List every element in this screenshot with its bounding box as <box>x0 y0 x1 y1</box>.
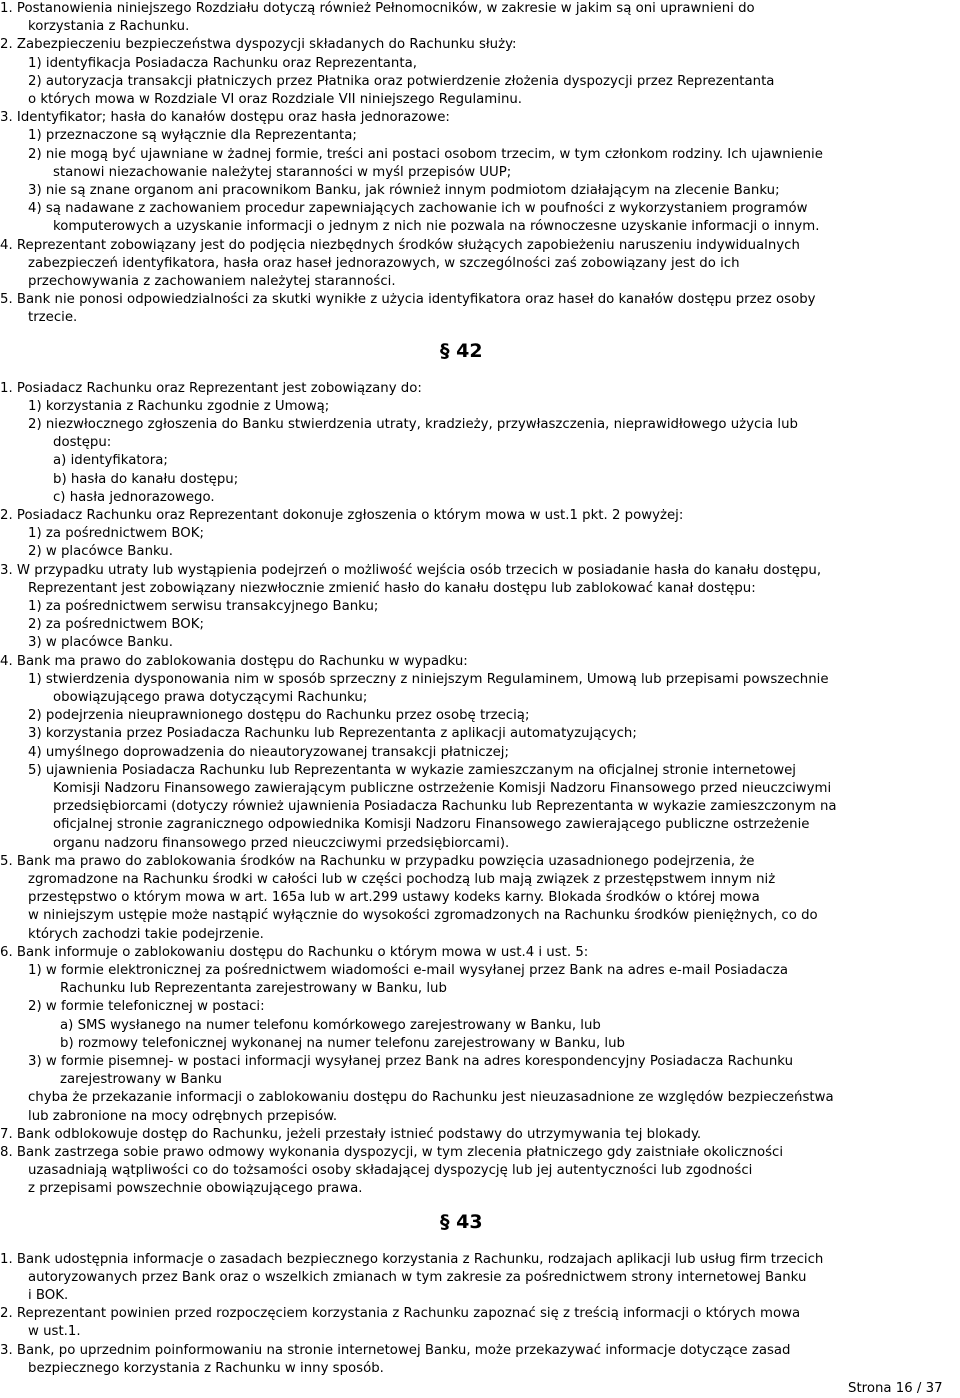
text-line: a) identyfikatora; <box>53 453 168 469</box>
text-line: Reprezentant jest zobowiązany niezwłocznie zmienić hasło do kanału dostępu lub zablokować kanał dostępu: <box>28 580 756 596</box>
text-line: komputerowych a uzyskanie informacji o jednym z nich nie pozwala na równoczesne uzyskanie informacji o innym. <box>53 219 820 235</box>
text-line: 2. Zabezpieczeniu bezpieczeństwa dyspozycji składanych do Rachunku służy: <box>0 37 517 53</box>
text-line: 2) za pośrednictwem BOK; <box>28 617 204 633</box>
text-line: 1) stwierdzenia dysponowania nim w sposób sprzeczny z niniejszym Regulaminem, Umową lub przepisami powszechnie <box>28 671 829 687</box>
text-line: Komisji Nadzoru Finansowego zawierającym publiczne ostrzeżenie Komisji Nadzoru Finansowego przed nieuczciwymi <box>53 781 832 796</box>
text-line: 2) w formie telefonicznej w postaci: <box>28 999 265 1015</box>
text-line: uzasadniają wątpliwości co do tożsamości osoby składającej dyspozycję lub jej autentyczności lub zgodności <box>28 1163 753 1179</box>
text-line: oficjalnej stronie zagranicznego odpowiednika Komisji Nadzoru Finansowego zawierającego publiczne ostrzeżenie <box>53 817 810 833</box>
text-line: 3. W przypadku utraty lub wystąpienia podejrzeń o możliwość wejścia osób trzecich w posiadanie hasła do kanału dostępu, <box>0 562 822 578</box>
text-line: 1) przeznaczone są wyłącznie dla Reprezentanta; <box>28 128 357 144</box>
text-line: 2. Reprezentant powinien przed rozpoczęciem korzystania z Rachunku zapoznać się z treścią informacji o których mowa <box>0 1306 801 1322</box>
text-line: 3. Identyfikator; hasła do kanałów dostępu oraz hasła jednorazowe: <box>0 110 450 126</box>
text-line: zarejestrowany w Banku <box>60 1072 222 1088</box>
text-line: z przepisami powszechnie obowiązującego prawa. <box>28 1181 363 1197</box>
text-line: 1) korzystania z Rachunku zgodnie z Umową; <box>28 398 330 414</box>
text-line: 2) podejrzenia nieuprawnionego dostępu do Rachunku przez osobę trzecią; <box>28 708 530 724</box>
text-line: chyba że przekazanie informacji o zablokowaniu dostępu do Rachunku jest nieuzasadnione ze względów bezpieczeństwa <box>28 1090 834 1106</box>
text-line: 1) za pośrednictwem BOK; <box>28 526 204 542</box>
text-line: przedsiębiorcami (dotyczy również ujawnienia Posiadacza Rachunku lub Reprezentanta w wykazie zamieszczonym na <box>53 799 837 815</box>
text-line: których zachodzi takie podejrzenie. <box>28 926 264 942</box>
text-line: 2) autoryzacja transakcji płatniczych przez Płatnika oraz potwierdzenie złożenia dyspozycji przez Reprezentanta <box>28 73 775 89</box>
text-line: 5. Bank nie ponosi odpowiedzialności za skutki wynikłe z użycia identyfikatora oraz haseł do kanałów dostępu przez osoby <box>0 292 816 308</box>
text-line: bezpiecznego korzystania z Rachunku w inny sposób. <box>28 1360 384 1376</box>
text-line: 8. Bank zastrzega sobie prawo odmowy wykonania dyspozycji, w tym zlecenia płatniczego gdy zaistniałe okoliczności <box>0 1145 784 1160</box>
text-line: 3) w formie pisemnej- w postaci informacji wysyłanej przez Bank na adres korespondencyjny Posiadacza Rachunku <box>28 1054 793 1069</box>
text-line: trzecie. <box>28 310 78 326</box>
text-line: 2) niezwłocznego zgłoszenia do Banku stwierdzenia utraty, kradzieży, przywłaszczenia, nieprawidłowego użycia lub <box>28 417 798 432</box>
text-line: autoryzowanych przez Bank oraz o wszelkich zmianach w tym zakresie za pośrednictwem strony internetowej Banku <box>28 1269 807 1285</box>
text-line: b) hasła do kanału dostępu; <box>53 471 239 487</box>
text-line: korzystania z Rachunku. <box>28 19 190 35</box>
text-line: 4) umyślnego doprowadzenia do nieautoryzowanej transakcji płatniczej; <box>28 744 509 760</box>
text-line: 3. Bank, po uprzednim poinformowaniu na stronie internetowej Banku, może przekazywać informacje dotyczące zasad <box>0 1342 791 1358</box>
text-line: lub zabronione na mocy odrębnych przepisów. <box>28 1108 338 1124</box>
text-line: zgromadzone na Rachunku środki w całości lub w części pochodzą lub mają związek z przestępstwem innym niż <box>28 872 776 887</box>
text-line: przestępstwo o którym mowa w art. 165a lub w art.299 ustawy kodeks karny. Blokada środków o której mowa <box>28 890 760 906</box>
text-line: 3) korzystania przez Posiadacza Rachunku lub Reprezentanta z aplikacji automatyzujących; <box>28 726 637 742</box>
text-line: dostępu: <box>53 435 112 451</box>
text-line: 1) identyfikacja Posiadacza Rachunku oraz Reprezentanta, <box>28 55 417 71</box>
text-line: 4) są nadawane z zachowaniem procedur zapewniających zachowanie ich w poufności z wykorzystaniem programów <box>28 201 808 217</box>
text-line: Rachunku lub Reprezentanta zarejestrowany w Banku, lub <box>60 981 447 997</box>
text-line: 1. Posiadacz Rachunku oraz Reprezentant jest zobowiązany do: <box>0 380 422 396</box>
text-line: a) SMS wysłanego na numer telefonu komórkowego zarejestrowany w Banku, lub <box>60 1017 601 1033</box>
text-line: 2) w placówce Banku. <box>28 544 173 560</box>
text-line: 4. Reprezentant zobowiązany jest do podjęcia niezbędnych środków służących zapobieżeniu naruszeniu indywidualnych <box>0 237 800 253</box>
text-line: stanowi niezachowanie należytej staranności w myśl przepisów UUP; <box>53 164 512 180</box>
text-line: 1) w formie elektronicznej za pośrednictwem wiadomości e-mail wysyłanej przez Bank na adres e-mail Posiadacza <box>28 963 789 978</box>
text-line: 2) nie mogą być ujawniane w żadnej formie, treści ani postaci osobom trzecim, w tym członkom rodziny. Ich ujawnienie <box>28 146 823 162</box>
text-line: o których mowa w Rozdziale VI oraz Rozdziale VII niniejszego Regulaminu. <box>28 92 523 107</box>
text-line: 5. Bank ma prawo do zablokowania środków na Rachunku w przypadku powzięcia uzasadnionego podejrzenia, że <box>0 853 755 869</box>
text-line: w niniejszym ustępie może nastąpić wyłącznie do wysokości zgromadzonych na Rachunku środków pieniężnych, co do <box>28 908 818 924</box>
text-line: 5) ujawnienia Posiadacza Rachunku lub Reprezentanta w wykazie zamieszczanym na oficjalnej stronie internetowej <box>28 762 796 778</box>
section-heading: § 43 <box>440 1210 483 1233</box>
text-line: 6. Bank informuje o zablokowaniu dostępu do Rachunku o którym mowa w ust.4 i ust. 5: <box>0 944 589 960</box>
text-line: 1. Bank udostępnia informacje o zasadach bezpiecznego korzystania z Rachunku, rodzajach aplikacji lub usług firm trzecich <box>0 1251 824 1267</box>
page-number: Strona 16 / 37 <box>848 1381 943 1396</box>
text-line: organu nadzoru finansowego przed nieuczciwymi przedsiębiorcami). <box>53 835 510 851</box>
text-line: obowiązującego prawa dotyczącymi Rachunku; <box>53 690 368 705</box>
text-line: 1. Postanowienia niniejszego Rozdziału dotyczą również Pełnomocników, w zakresie w jakim są oni uprawnieni do <box>0 1 755 16</box>
text-line: i BOK. <box>28 1288 69 1303</box>
text-line: 4. Bank ma prawo do zablokowania dostępu do Rachunku w wypadku: <box>0 653 468 669</box>
text-line: 1) za pośrednictwem serwisu transakcyjnego Banku; <box>28 599 379 614</box>
text-line: 3) nie są znane organom ani pracownikom Banku, jak również innym podmiotom działającym na zlecenie Banku; <box>28 183 780 198</box>
text-line: zabezpieczeń identyfikatora, hasła oraz haseł jednorazowych, w szczególności zaś zobowiązany jest do ich <box>28 255 740 271</box>
text-line: 7. Bank odblokowuje dostęp do Rachunku, jeżeli przestały istnieć podstawy do utrzymywania tej blokady. <box>0 1126 702 1142</box>
text-line: b) rozmowy telefonicznej wykonanej na numer telefonu zarejestrowany w Banku, lub <box>60 1035 625 1051</box>
text-line: przechowywania z zachowaniem należytej staranności. <box>28 274 396 289</box>
text-line: c) hasła jednorazowego. <box>53 489 215 505</box>
text-line: 3) w placówce Banku. <box>28 635 173 651</box>
text-line: 2. Posiadacz Rachunku oraz Reprezentant dokonuje zgłoszenia o którym mowa w ust.1 pkt. 2 powyżej: <box>0 508 684 523</box>
section-heading: § 42 <box>440 339 483 362</box>
text-line: w ust.1. <box>28 1324 81 1340</box>
